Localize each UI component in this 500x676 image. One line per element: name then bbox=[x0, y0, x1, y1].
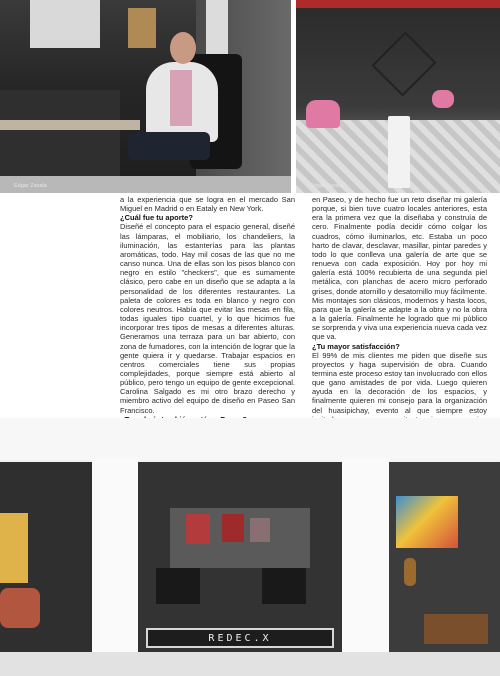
article-column-left bbox=[120, 195, 295, 442]
colorful-painting bbox=[396, 496, 458, 548]
question-heading: ¿Tu mayor satisfacción? bbox=[312, 341, 400, 351]
top-left-photo bbox=[0, 0, 291, 193]
question-heading: ¿Cuál fue tu aporte? bbox=[120, 213, 193, 223]
background-window bbox=[30, 0, 100, 48]
white-pillar bbox=[92, 458, 138, 676]
painting-left bbox=[0, 513, 28, 583]
top-right-photo bbox=[296, 0, 500, 193]
mat-logo-text: REDEC.X bbox=[208, 632, 272, 644]
gallery-artwork bbox=[186, 514, 210, 544]
geometric-lamp bbox=[371, 31, 436, 96]
wall-artwork bbox=[128, 8, 156, 48]
pink-armchair-small bbox=[432, 90, 454, 108]
answer-text: El 99% de mis clientes me piden que diseñe sus proyectos y haga supervisión de obra. Cuando termina este proceso estoy tan involucrado con ellos que gano amistades de por vida. Luego quieren ayuda en la decoración de los espacios, y finalmente quieren mi consejo para la organización del huasipichay, evento al que siempre estoy bbox=[312, 350, 487, 415]
white-pedestal bbox=[388, 116, 410, 188]
photo-credit: Edgar Zavala bbox=[310, 183, 343, 189]
photo-credit: Edgar Zavala bbox=[14, 183, 47, 189]
entrance-mat bbox=[146, 628, 334, 648]
article-column-right bbox=[312, 195, 487, 433]
wall-panel bbox=[206, 0, 228, 55]
paragraph: a la experiencia que se logra en el mercado San Miguel en Madrid o en Eataly en New York. bbox=[120, 195, 295, 214]
red-armchair bbox=[0, 588, 40, 628]
white-pillar bbox=[342, 458, 389, 676]
gallery-artwork bbox=[250, 518, 270, 542]
red-ceiling bbox=[296, 0, 500, 8]
display-counter bbox=[262, 568, 306, 604]
bottom-showroom-photo bbox=[0, 418, 500, 676]
man-legs bbox=[128, 132, 210, 160]
paragraph: en Paseo, y de hecho fue un reto diseñar mi galería porque, si bien tuve cuatro locales anteriores, esta era la primera vez que la diseñaba y construía de cero. Finalmente podía decidir cómo colgar los cuadros, cómo iluminarlos, etc. Estaba un poco harto de clavar, desclavar, masillar, pintar paredes y todo lo que conlleva una galería de arte que se renueva con cada exposición. Hoy por hoy mi galería está 100% recubierta de una segunda piel metálica, con planchas de acero micro perforado grises, donde atornillo y desatornillo muy fácilmente. Mis montajes son clásicos, modernos y hasta locos, para que la galería se adapte a la obra y no la obra a la galería. Finalmente he logrado que mi público se sorprenda y viva una experiencia nueva cada vez que va. bbox=[312, 195, 487, 342]
pink-armchair bbox=[306, 100, 340, 128]
facade-top bbox=[0, 418, 500, 460]
display-counter bbox=[156, 568, 200, 604]
vase bbox=[404, 558, 416, 586]
glass-table bbox=[0, 120, 140, 130]
man-head bbox=[170, 32, 196, 64]
wooden-chest bbox=[424, 614, 488, 644]
gallery-artwork bbox=[222, 514, 244, 542]
paragraph: Diseñé el concepto para el espacio general, diseñé las lámparas, el mobiliario, los chandeliers, la iluminación, las estanterías para las plantas aromáticas, todo. Hay mil cosas de las que no me canso nunca. Una de ellas son los pisos blanco con negro en estilo "checkers", que es sumamente clásico, pero cabe en un diseño que se adapta a la personalidad de los diferentes restaurantes. La paleta de colores es toda en blanco y negro con colores neutros. Había que evitar las mesas en fila, todas iguales tipo cuartel, y lo que hicimos fue incorporar tres tipos de mesas a diferentes alturas. Generamos una terraza para un bar abierto, con zona de fumadores, con la intención de lograr que la gente quiera ir y quedarse. Trabajar espacios en centros comerciales tiene sus propias complejidades, porque siempre está abierto al público, pero tengo un equipo de gente excepcional. Carolina Salgado es mi otro brazo derecho y miembro activo del equipo de diseño en Paseo San Francisco. bbox=[120, 222, 295, 415]
man-shirt bbox=[170, 70, 192, 126]
showroom-floor bbox=[0, 652, 500, 676]
